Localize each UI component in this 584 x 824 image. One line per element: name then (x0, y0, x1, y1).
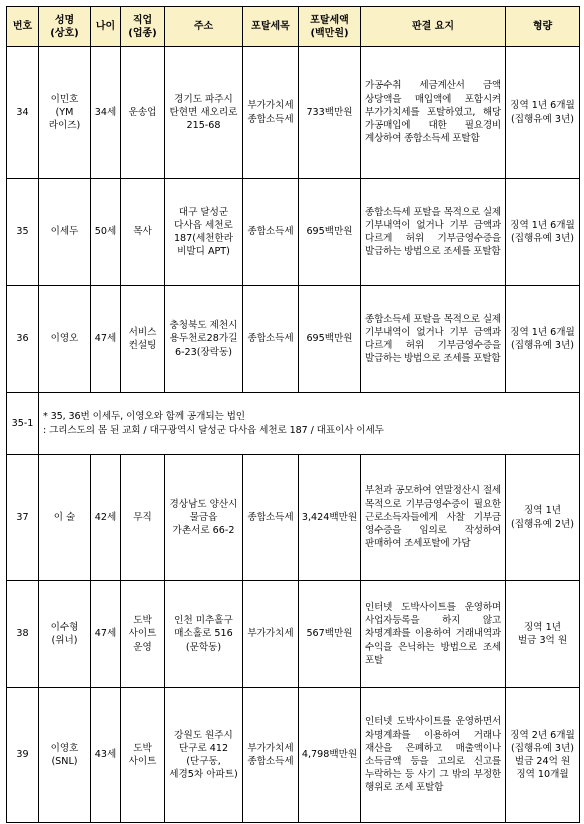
row-sentence: 징역 1년 (집행유예 2년) (506, 455, 580, 581)
row-tax-type: 부가가치세 (243, 581, 299, 688)
row-name: 이세두 (39, 179, 91, 286)
row-job: 무직 (121, 455, 165, 581)
header-job: 직업 (업종) (121, 7, 165, 47)
table-row (7, 455, 580, 581)
row-number: 35 (7, 179, 39, 286)
row-amount: 695백만원 (299, 286, 361, 393)
row-number: 37 (7, 455, 39, 581)
row-name: 이영호 (SNL) (39, 688, 91, 823)
row-age: 34세 (91, 47, 121, 179)
header-no: 번호 (7, 7, 39, 47)
tax-evasion-table (6, 6, 580, 823)
row-amount: 567백만원 (299, 581, 361, 688)
header-age: 나이 (91, 7, 121, 47)
note-row (7, 393, 580, 455)
row-job: 서비스 컨설팅 (121, 286, 165, 393)
row-age: 50세 (91, 179, 121, 286)
row-address: 경상남도 양산시 물금읍 가촌서로 66-2 (165, 455, 243, 581)
header-row (7, 7, 580, 47)
header-tax: 포탈세목 (243, 7, 299, 47)
note-number: 35-1 (7, 393, 39, 455)
row-summary: 가공수취 세금계산서 금액 상당액을 매입액에 포함시켜 부가가치세를 포탈하였고, 해당 가공매입에 대한 필요경비 계상하여 종합소득세 포탈함 (361, 47, 506, 179)
row-name: 이영오 (39, 286, 91, 393)
header-address: 주소 (165, 7, 243, 47)
row-age: 42세 (91, 455, 121, 581)
row-amount: 3,424백만원 (299, 455, 361, 581)
row-sentence: 징역 1년 6개월 (집행유예 3년) (506, 179, 580, 286)
row-tax-type: 종합소득세 (243, 179, 299, 286)
row-job: 운송업 (121, 47, 165, 179)
row-amount: 733백만원 (299, 47, 361, 179)
row-name: 이민호 (YM 라이즈) (39, 47, 91, 179)
row-amount: 4,798백만원 (299, 688, 361, 823)
header-summary: 판결 요지 (361, 7, 506, 47)
row-address: 인천 미추홀구 매소홀로 516 (문학동) (165, 581, 243, 688)
header-amount: 포탈세액 (백만원) (299, 7, 361, 47)
row-number: 39 (7, 688, 39, 823)
row-tax-type: 종합소득세 (243, 286, 299, 393)
row-sentence: 징역 2년 6개월 (집행유예 3년) 벌금 24억 원 징역 10개월 (506, 688, 580, 823)
row-number: 38 (7, 581, 39, 688)
row-address: 경기도 파주시 탄현면 새오리로 215-68 (165, 47, 243, 179)
row-address: 대구 달성군 다사읍 세천로 187(세천한라 비발디 APT) (165, 179, 243, 286)
table-row (7, 581, 580, 688)
row-number: 36 (7, 286, 39, 393)
row-summary: 종합소득세 포탈을 목적으로 실제 기부내역이 없거나 기부 금액과 다르게 허위 기부금영수증을 발급하는 방법으로 조세를 포탈함 (361, 179, 506, 286)
row-job: 도박 사이트 (121, 688, 165, 823)
row-age: 47세 (91, 286, 121, 393)
row-sentence: 징역 1년 6개월 (집행유예 3년) (506, 47, 580, 179)
row-summary: 인터넷 도박사이트를 운영하며 사업자등록을 하지 않고 차명계좌를 이용하여 거래내역과 수익을 은닉하는 방법으로 조세 포탈 (361, 581, 506, 688)
row-amount: 695백만원 (299, 179, 361, 286)
row-summary: 종합소득세 포탈을 목적으로 실제 기부내역이 없거나 기부 금액과 다르게 허위 기부금영수증을 발급하는 방법으로 조세를 포탈함 (361, 286, 506, 393)
row-address: 강원도 원주시 단구로 412 (단구동, 세경5차 아파트) (165, 688, 243, 823)
row-address: 충청북도 제천시 용두천로28가길 6-23(장락동) (165, 286, 243, 393)
row-sentence: 징역 1년 벌금 3억 원 (506, 581, 580, 688)
note-text: * 35, 36번 이세두, 이영오와 함께 공개되는 법인 : 그리스도의 몸 된 교회 / 대구광역시 달성군 다사읍 세천로 187 / 대표이사 이세두 (39, 393, 580, 455)
row-tax-type: 종합소득세 (243, 455, 299, 581)
row-age: 43세 (91, 688, 121, 823)
row-job: 도박 사이트 운영 (121, 581, 165, 688)
table-row (7, 688, 580, 823)
row-name: 이 술 (39, 455, 91, 581)
row-sentence: 징역 1년 6개월 (집행유예 3년) (506, 286, 580, 393)
table-row (7, 286, 580, 393)
row-summary: 인터넷 도박사이트를 운영하면서 차명계좌를 이용하여 거래나 재산을 은폐하고 매출액이나 소득금액 등을 고의로 신고를 누락하는 등 사기 그 밖의 부정한 행위로 조세 포탈함 (361, 688, 506, 823)
row-number: 34 (7, 47, 39, 179)
row-tax-type: 부가가치세 종합소득세 (243, 688, 299, 823)
row-summary: 부천과 공모하여 연말정산시 절세 목적으로 기부금영수증이 필요한 근로소득자들에게 사찰 기부금 영수증을 임의로 작성하여 판매하여 조세포탈에 가담 (361, 455, 506, 581)
row-tax-type: 부가가치세 종합소득세 (243, 47, 299, 179)
header-sentence: 형량 (506, 7, 580, 47)
row-job: 목사 (121, 179, 165, 286)
row-age: 47세 (91, 581, 121, 688)
table-row (7, 47, 580, 179)
disclosure-document (6, 6, 580, 823)
table-row (7, 179, 580, 286)
header-name: 성명 (상호) (39, 7, 91, 47)
row-name: 이수형 (위너) (39, 581, 91, 688)
